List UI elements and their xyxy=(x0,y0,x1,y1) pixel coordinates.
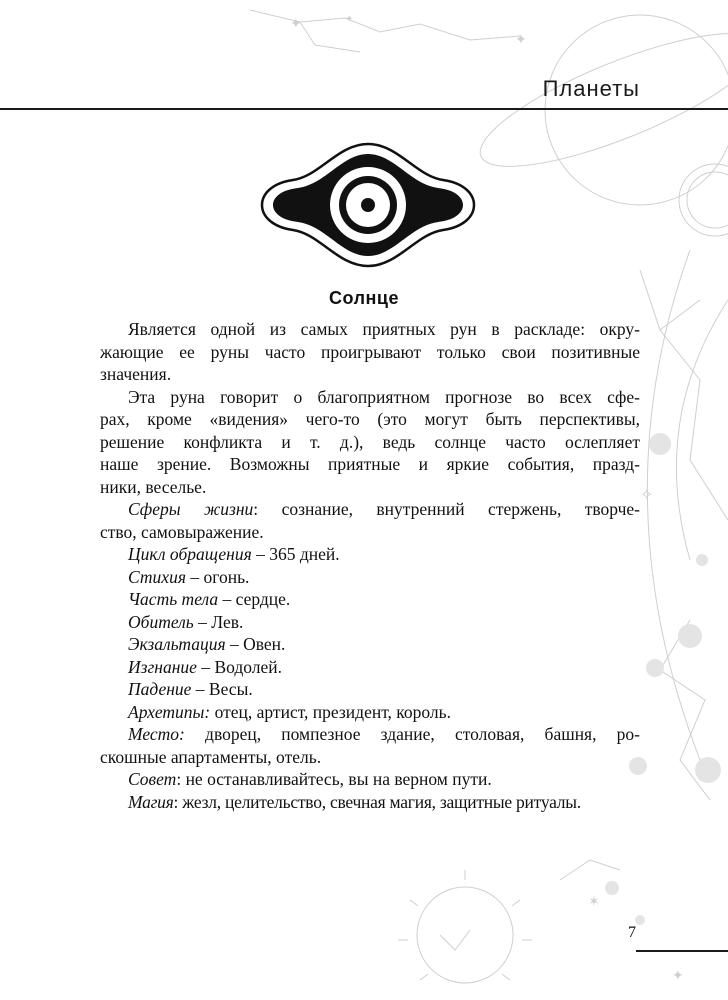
svg-text:✶: ✶ xyxy=(588,894,600,910)
planet-dot xyxy=(649,433,671,455)
attribute-abode xyxy=(100,611,640,634)
attribute-archetypes xyxy=(100,701,640,724)
attribute-advice xyxy=(100,768,640,791)
attribute-exile xyxy=(100,656,640,679)
page-number: 7 xyxy=(628,924,636,941)
attribute-body-part xyxy=(100,588,640,611)
attribute-label: Цикл обращения xyxy=(128,544,252,564)
text-line: Является одной из самых приятных рун в раскладе: окру- xyxy=(128,319,640,339)
attribute-label: Часть тела xyxy=(128,589,219,609)
attribute-element xyxy=(100,566,640,589)
text-line: ники, веселье. xyxy=(100,476,207,497)
sun-outline-right xyxy=(687,172,728,228)
header-divider xyxy=(0,108,728,110)
attribute-label: Магия xyxy=(128,791,174,812)
footer-divider xyxy=(636,950,728,952)
attribute-value: – Весы. xyxy=(191,679,253,699)
attribute-label: Совет xyxy=(128,769,177,789)
attribute-value: – Лев. xyxy=(193,611,244,632)
paragraph-1 xyxy=(100,318,640,386)
attribute-value: – огонь. xyxy=(185,566,250,587)
rune-name: Солнце xyxy=(329,288,399,308)
paragraph-2 xyxy=(100,386,640,499)
attribute-value: : жезл, целительство, свечная магия, защитные ритуалы. xyxy=(173,791,581,812)
attribute-value: отец, артист, президент, король. xyxy=(210,701,452,722)
attribute-value: – Водолей. xyxy=(196,656,283,677)
sun-outline-bottom xyxy=(417,887,513,983)
attribute-cycle xyxy=(100,543,640,566)
attribute-value: ство, самовыражение. xyxy=(100,521,264,542)
attribute-value: : сознание, внутренний стержень, творче- xyxy=(253,499,640,519)
attribute-label: Стихия xyxy=(128,566,186,587)
text-line: Эта руна говорит о благоприятном прогнозе во всех сфе- xyxy=(128,386,640,407)
star-icon: ✦ xyxy=(515,32,527,48)
section-title: Планеты xyxy=(542,76,640,101)
text-line: наше зрение. Возможны приятные и яркие события, празд- xyxy=(100,454,640,474)
svg-text:✦: ✦ xyxy=(345,14,354,25)
rune-description xyxy=(100,318,640,813)
attribute-label: Место: xyxy=(128,724,185,744)
attribute-label: Обитель xyxy=(128,611,194,632)
attribute-fall xyxy=(100,678,640,701)
attribute-value: скошные апартаменты, отель. xyxy=(100,746,322,767)
attribute-label: Экзальтация xyxy=(128,634,226,654)
sun-rune-icon xyxy=(258,140,478,270)
svg-text:✦: ✦ xyxy=(290,16,302,32)
attribute-value: – Овен. xyxy=(225,634,286,654)
attribute-place xyxy=(100,723,640,768)
attribute-value: : не останавливайтесь, вы на верном пути. xyxy=(176,769,492,789)
text-line: значения. xyxy=(100,364,172,384)
attribute-label: Архетипы: xyxy=(128,701,211,722)
attribute-value: дворец, помпезное здание, столовая, башня, ро- xyxy=(184,724,640,744)
text-line: жающие ее руны часто проигрывают только свои позитивные xyxy=(100,341,640,362)
attribute-value: – 365 дней. xyxy=(251,544,340,564)
attribute-magic xyxy=(100,791,640,814)
svg-text:✧: ✧ xyxy=(640,485,654,504)
attribute-spheres xyxy=(100,498,640,543)
attribute-label: Изгнание xyxy=(128,656,197,677)
attribute-value: – сердце. xyxy=(218,589,291,609)
attribute-label: Падение xyxy=(128,679,192,699)
text-line: рах, кроме «видения» чего-то (это могут быть перспективы, xyxy=(100,409,640,429)
text-line: решение конфликта и т. д.), ведь солнце часто ослепляет xyxy=(100,431,640,452)
svg-text:✦: ✦ xyxy=(672,968,684,984)
attribute-exaltation xyxy=(100,633,640,656)
attribute-label: Сферы жизни xyxy=(128,499,254,519)
